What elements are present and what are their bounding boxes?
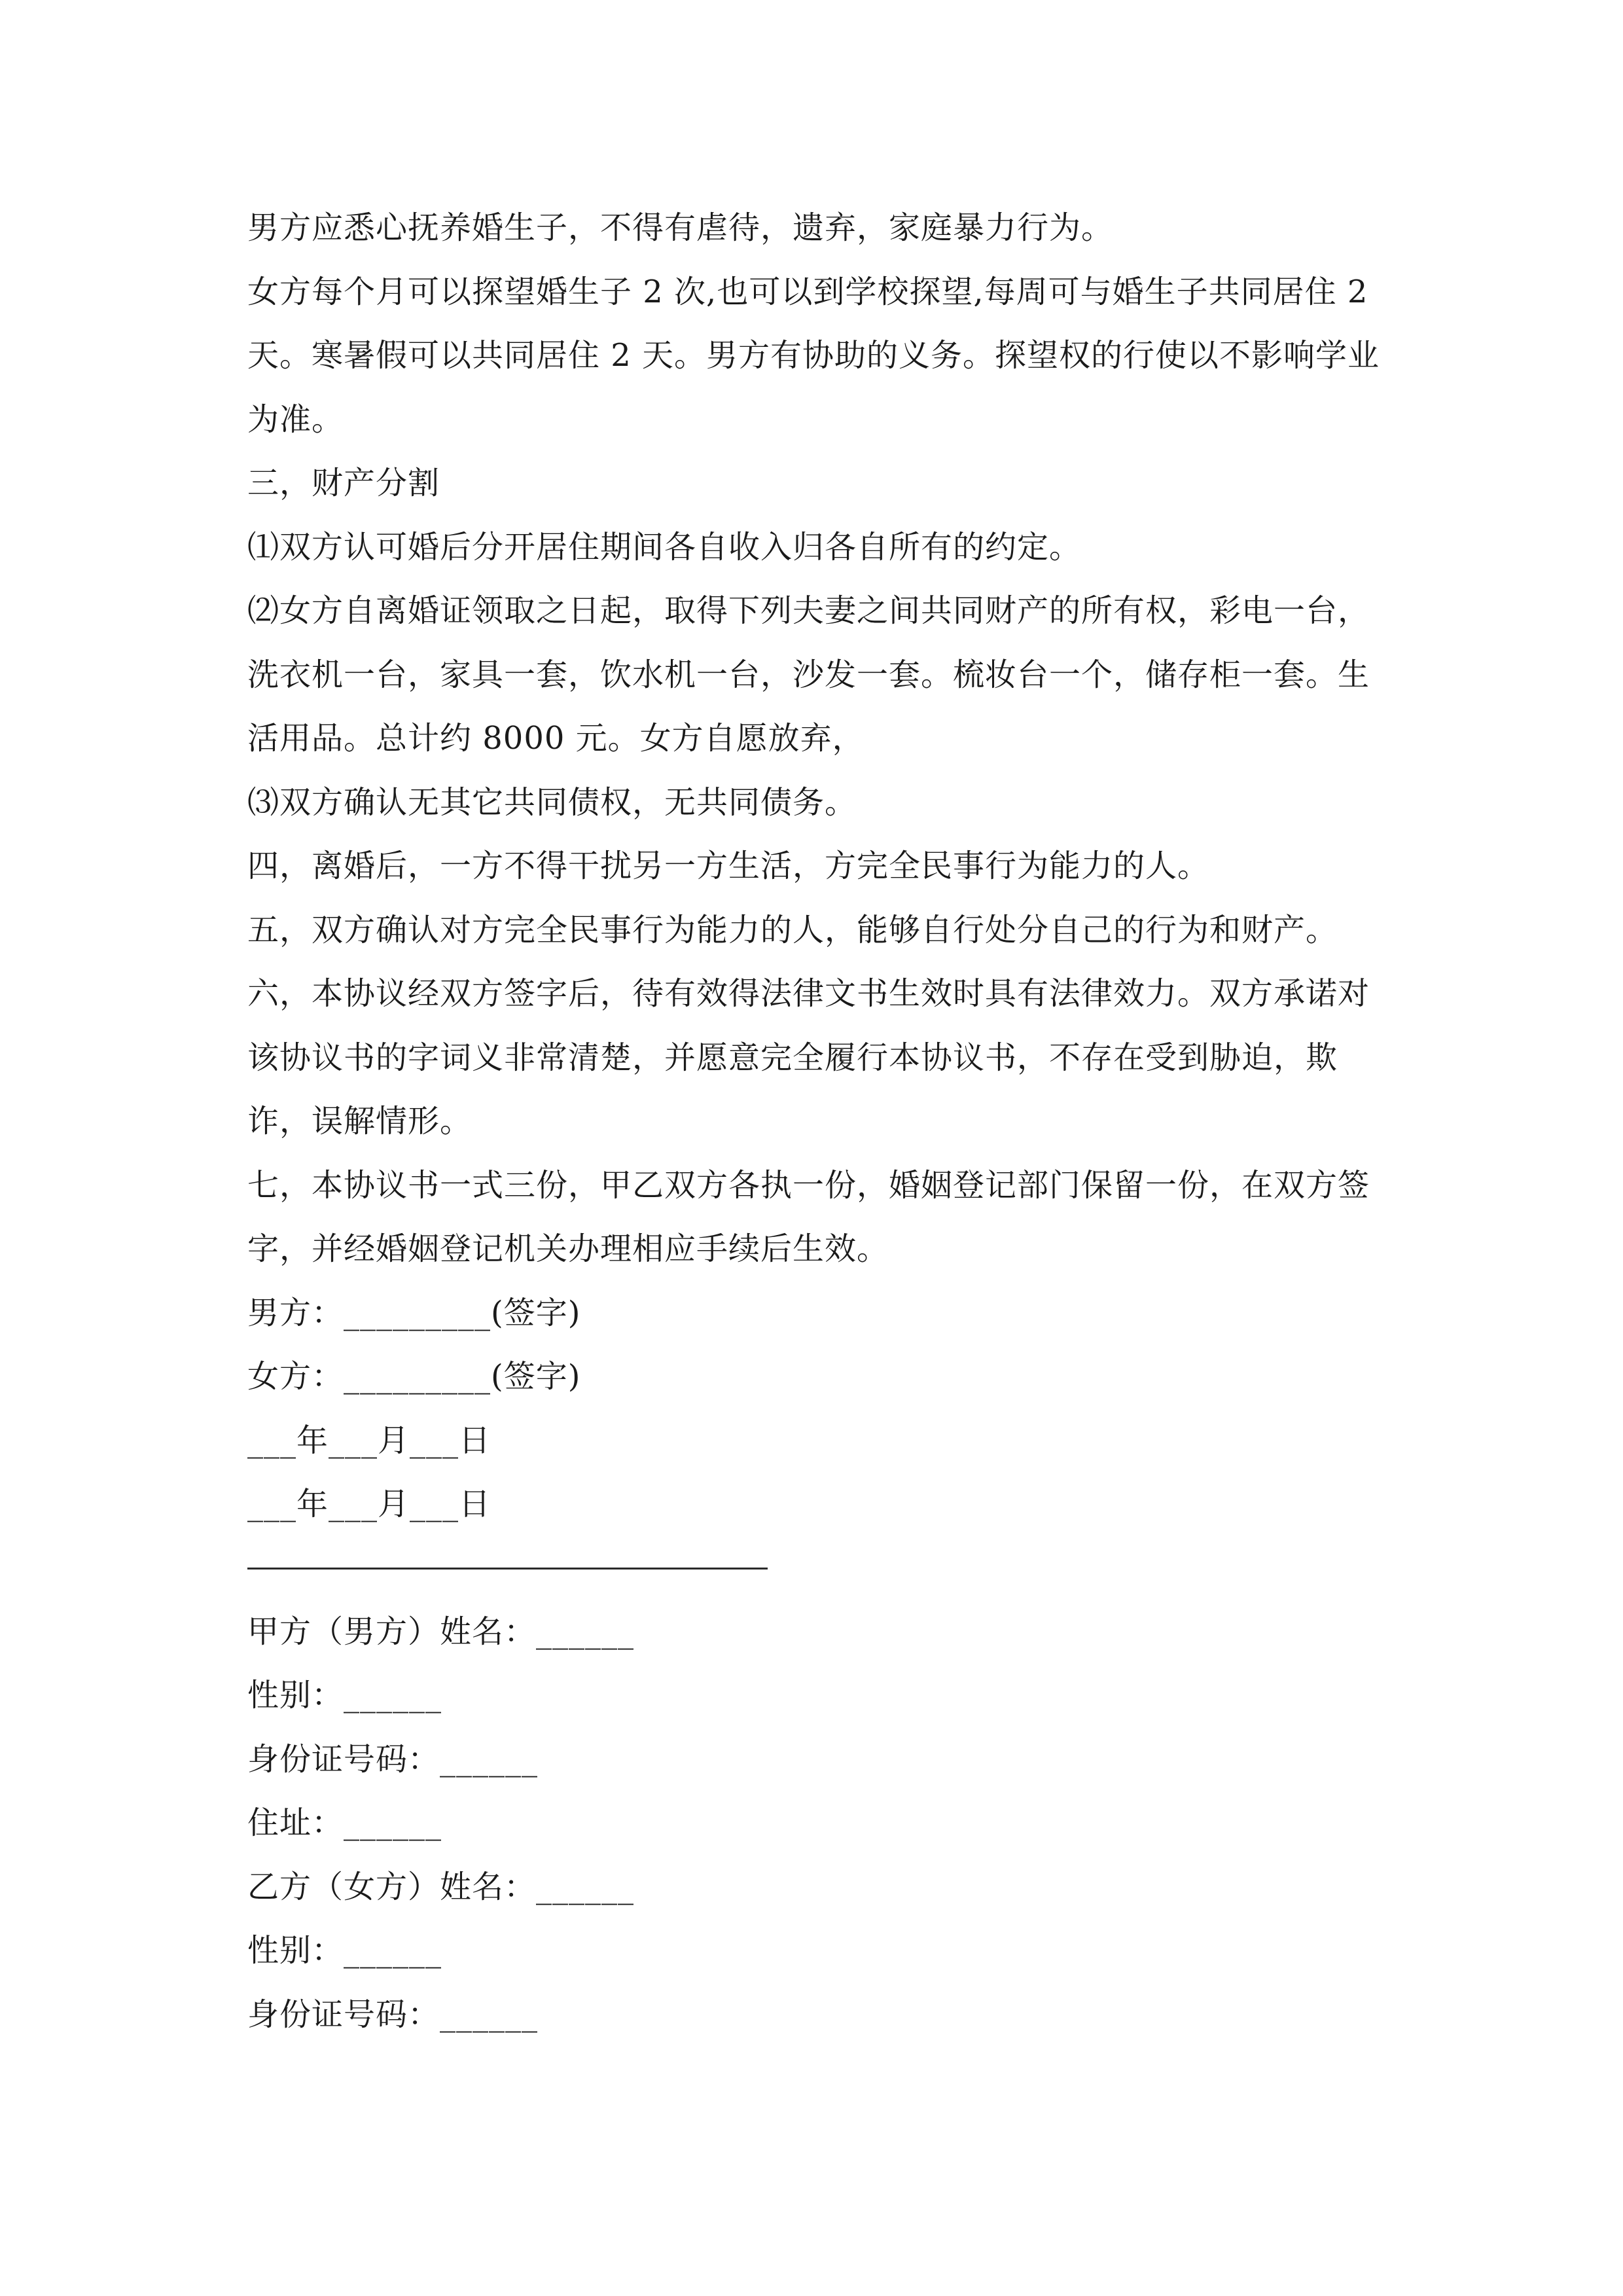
date-line-1: ___年___月___日 (247, 1422, 491, 1459)
property-clause-2: ⑵女方自离婚证领取之日起，取得下列夫妻之间共同财产的所有权，彩电一台，洗衣机一台，家具一套，饮水机一台，沙发一套。梳妆台一个，储存柜一套。生活用品。总计约 8000 元。女方自愿放弃， (247, 592, 1370, 757)
property-clause-3: ⑶双方确认无其它共同债权，无共同债务。 (247, 783, 857, 821)
party-a-gender-field: 性别：______ (247, 1677, 442, 1713)
section-heading-property: 三，财产分割 (247, 465, 440, 501)
section-seven: 七，本协议书一式三份，甲乙双方各执一份，婚姻登记部门保留一份，在双方签字，并经婚姻登记机关办理相应手续后生效。 (247, 1166, 1370, 1267)
party-a-id-field: 身份证号码：______ (247, 1740, 539, 1778)
male-signature-line: 男方：_________(签字) (247, 1294, 581, 1331)
date-line-2: ___年___月___日 (247, 1486, 491, 1522)
separator-rule (247, 1568, 768, 1570)
party-b-id-field: 身份证号码：______ (247, 1996, 539, 2033)
party-b-gender-field: 性别：______ (247, 1932, 442, 1969)
party-b-name-field: 乙方（女方）姓名：______ (247, 1868, 635, 1905)
paragraph-child-care: 男方应悉心抚养婚生子，不得有虐待，遗弃，家庭暴力行为。 (247, 209, 1114, 246)
section-five: 五，双方确认对方完全民事行为能力的人，能够自行处分自己的行为和财产。 (247, 911, 1338, 948)
paragraph-visitation: 女方每个月可以探望婚生子 2 次,也可以到学校探望,每周可与婚生子共同居住 2 天。寒暑假可以共同居住 2 天。男方有协助的义务。探望权的行使以不影响学业为准。 (247, 273, 1380, 438)
property-clause-1: ⑴双方认可婚后分开居住期间各自收入归各自所有的约定。 (247, 528, 1082, 565)
party-a-name-field: 甲方（男方）姓名：______ (247, 1613, 635, 1650)
section-six: 六，本协议经双方签字后，待有效得法律文书生效时具有法律效力。双方承诺对该协议书的字词义非常清楚，并愿意完全履行本协议书，不存在受到胁迫，欺诈，误解情形。 (247, 975, 1370, 1139)
section-four: 四，离婚后，一方不得干扰另一方生活，方完全民事行为能力的人。 (247, 848, 1210, 884)
female-signature-line: 女方：_________(签字) (247, 1358, 581, 1395)
party-a-address-field: 住址：______ (247, 1804, 442, 1841)
document-body (247, 196, 1399, 2047)
